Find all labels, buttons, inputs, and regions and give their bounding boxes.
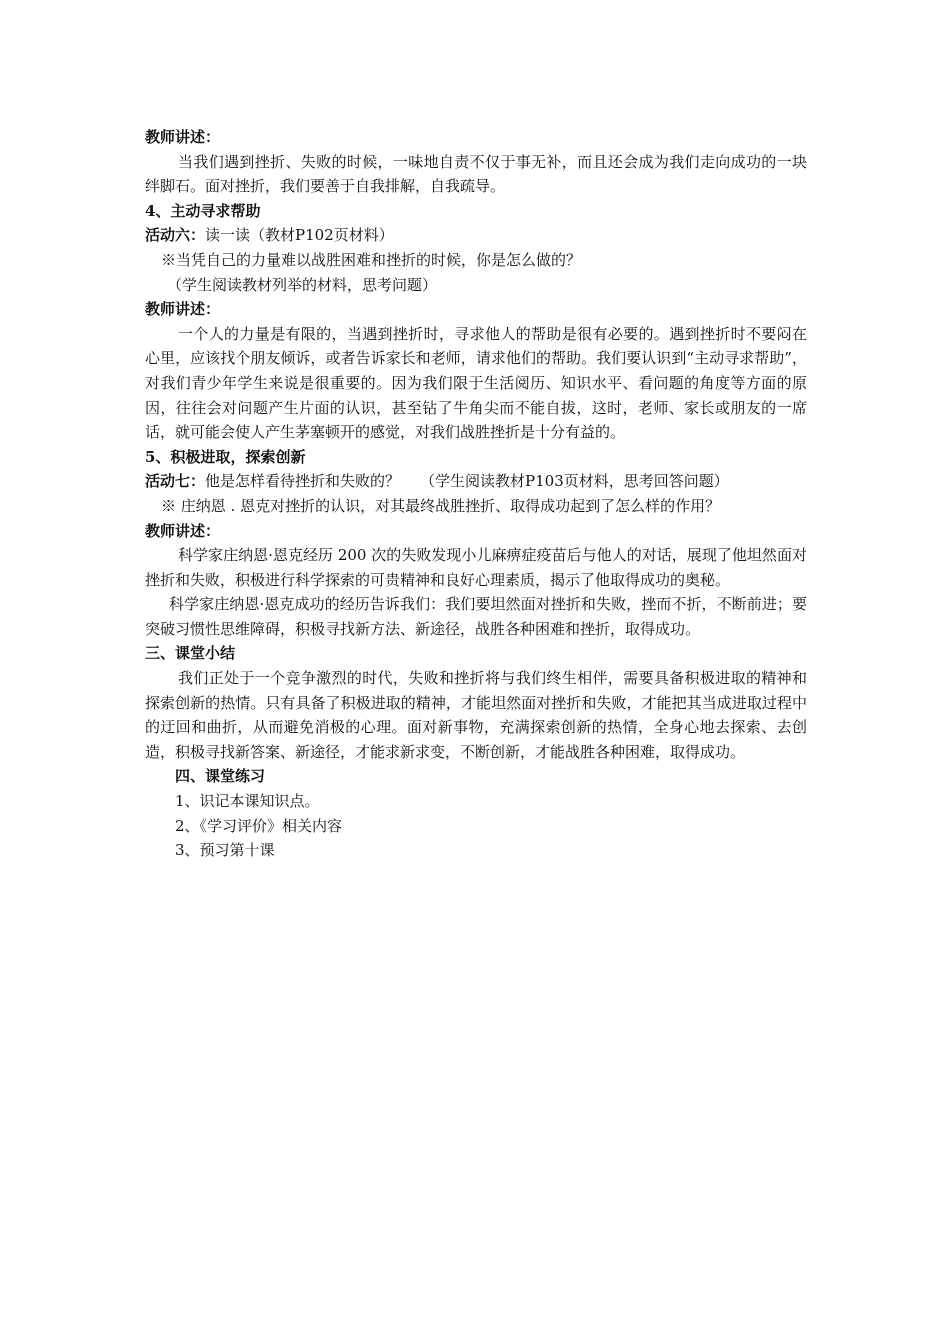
- activity-seven-label: 活动七：: [145, 472, 206, 491]
- teacher-narration-label: 教师讲述：: [145, 300, 221, 319]
- activity-six-question: ※当凭自己的力量难以战胜困难和挫折的时候，你是怎么做的？: [161, 250, 582, 269]
- practice-item: 1、识记本课知识点。: [175, 792, 320, 811]
- teacher-narration-text: 一个人的力量是有限的，当遇到挫折时，寻求他人的帮助是很有必要的。遇到挫折时不要闷在心里，应该找个朋友倾诉，或者告诉家长和老师，请求他们的帮助。我们要认识到“主动寻求帮助”，对我们青少年学生来说是很重要的。因为我们限于生活阅历、知识水平、看问题的角度等方面的原因，往往会对问题产生片面的认识，甚至钻了牛角尖而不能自拔，这时，老师、家长或朋友的一席话，就可能会使人产生茅塞顿开的感觉，对我们战胜挫折是十分有益的。: [145, 324, 807, 442]
- teacher-narration-text: 科学家庄纳恩·恩克经历 200 次的失败发现小儿麻痹症疫苗后与他人的对话，展现了他坦然面对挫折和失败，积极进行科学探索的可贵精神和良好心理素质，揭示了他取得成功的奥秘。: [145, 546, 807, 589]
- practice-item: 3、预习第十课: [175, 841, 275, 860]
- activity-seven-line: [145, 469, 807, 494]
- activity-six-label: 活动六：: [145, 226, 206, 245]
- teacher-narration-label: 教师讲述：: [145, 128, 221, 146]
- section-heading-4: 4、主动寻求帮助: [145, 201, 261, 220]
- document-page: [145, 125, 807, 863]
- teacher-narration-text: 当我们遇到挫折、失败的时候，一味地自责不仅于事无补，而且还会成为我们走向成功的一块绊脚石。面对挫折，我们要善于自我排解，自我疏导。: [145, 152, 807, 196]
- activity-six-note: （学生阅读教材列举的材料，思考问题）: [167, 275, 438, 294]
- activity-seven-note: （学生阅读教材P103页材料，思考回答问题）: [420, 472, 729, 491]
- section-heading-5: 5、积极进取，探索创新: [145, 447, 306, 466]
- section-heading-practice: 四、课堂练习: [175, 767, 266, 786]
- activity-seven-question: ※ 庄纳恩 . 恩克对挫折的认识，对其最终战胜挫折、取得成功起到了怎么样的作用？: [161, 496, 721, 515]
- section-heading-summary: 三、课堂小结: [145, 644, 236, 663]
- activity-six-line: [145, 223, 807, 248]
- activity-six-text: 读一读（教材P102页材料）: [205, 226, 394, 245]
- practice-item: 2、《学习评价》相关内容: [175, 816, 343, 835]
- teacher-narration-text: 科学家庄纳恩·恩克成功的经历告诉我们：我们要坦然面对挫折和失败，挫而不折，不断前进；要突破习惯性思维障碍，积极寻找新方法、新途径，战胜各种困难和挫折，取得成功。: [145, 595, 807, 638]
- activity-seven-text: 他是怎样看待挫折和失败的？: [205, 472, 401, 491]
- teacher-narration-label: 教师讲述：: [145, 521, 221, 540]
- summary-text: 我们正处于一个竞争激烈的时代，失败和挫折将与我们终生相伴，需要具备积极进取的精神和探索创新的热情。只有具备了积极进取的精神，才能坦然面对挫折和失败，才能把其当成进取过程中的迂回和曲折，从而避免消极的心理。面对新事物，充满探索创新的热情，全身心地去探索、去创造，积极寻找新答案、新途径，才能求新求变，不断创新，才能战胜各种困难，取得成功。: [145, 669, 807, 761]
